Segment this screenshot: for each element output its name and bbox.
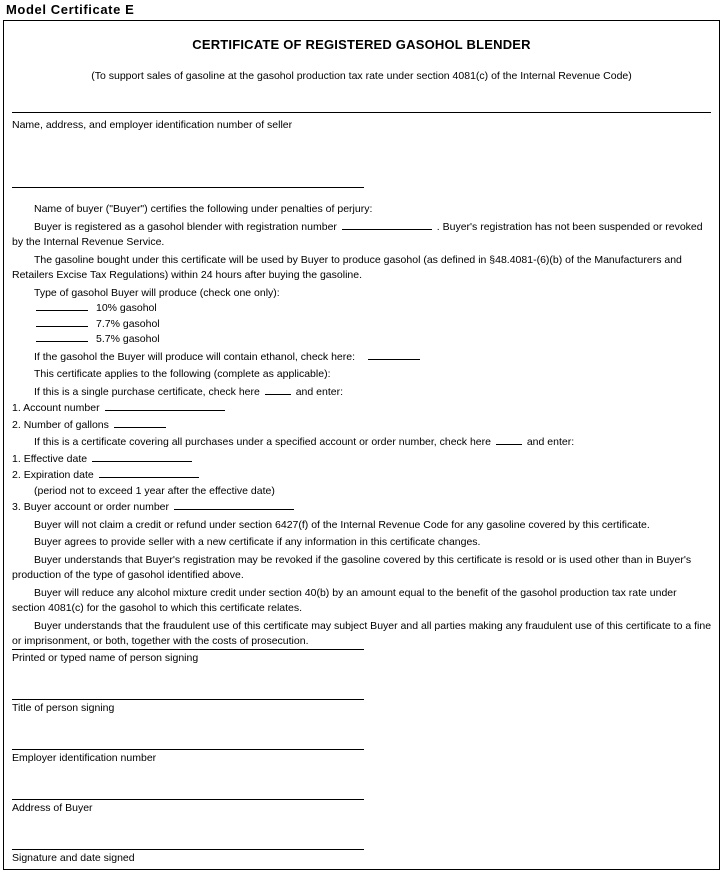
signature-line-title[interactable] — [12, 699, 364, 700]
seller-label: Name, address, and employer identification number of seller — [12, 119, 293, 131]
single-purchase-item-1 — [12, 401, 712, 417]
signature-label-address: Address of Buyer — [12, 802, 93, 814]
all-purchases-paragraph — [12, 435, 712, 451]
all-purchase-item-1-number: 1. — [12, 452, 21, 465]
gasohol-type-label-2: 7.7% gasohol — [96, 317, 160, 330]
single-purchase-item-1-label: Account number — [23, 402, 100, 414]
gasohol-type-header: Type of gasohol Buyer will produce (check one only): — [34, 286, 280, 299]
certifies-paragraph: Name of buyer ("Buyer") certifies the following under penalties of perjury: — [34, 203, 373, 215]
signature-line-signature[interactable] — [12, 849, 364, 850]
signature-label-title: Title of person signing — [12, 702, 115, 714]
registration-text-2: . Buyer's registration has not been suspended or revoked by the Internal Revenue Service. — [12, 220, 703, 248]
all-purchase-item-2-number: 2. — [12, 469, 21, 481]
single-purchase-item-2-number: 2. — [12, 418, 21, 431]
signature-field-signature — [12, 849, 364, 864]
reduce-credit-paragraph: Buyer will reduce any alcohol mixture credit under section 40(b) by an amount equal to the benefit of the gasohol production tax rate under section 4081(c) for the gasohol to which this certificate relates. — [12, 586, 677, 614]
expiration-date-blank[interactable] — [99, 468, 199, 478]
single-purchase-text-1: If this is a single purchase certificate, check here — [34, 385, 260, 398]
seller-entry-line[interactable] — [12, 187, 364, 188]
single-purchase-item-2 — [12, 418, 712, 434]
period-note: (period not to exceed 1 year after the effective date) — [34, 484, 275, 497]
signature-label-ein: Employer identification number — [12, 752, 157, 764]
seller-rule-top — [12, 112, 711, 113]
single-purchase-checkbox[interactable] — [265, 385, 291, 395]
single-purchase-item-1-number: 1. — [12, 402, 21, 414]
revoked-paragraph: Buyer understands that Buyer's registration may be revoked if the gasoline covered by this certificate is resold or is used other than in Buyer's production of the type of gasohol identified above. — [12, 553, 692, 581]
gasohol-type-label-1: 10% gasohol — [96, 302, 157, 314]
signature-field-address — [12, 799, 364, 814]
signature-line-address[interactable] — [12, 799, 364, 800]
effective-date-blank[interactable] — [92, 452, 192, 462]
all-purchase-item-2-label: Expiration date — [23, 469, 94, 481]
account-number-blank[interactable] — [105, 401, 225, 411]
all-purchase-item-1-label: Effective date — [23, 452, 88, 465]
signature-label-name: Printed or typed name of person signing — [12, 652, 199, 664]
buyer-account-number-blank[interactable] — [174, 500, 294, 510]
gasohol-type-option-3[interactable] — [34, 332, 712, 348]
fraudulent-paragraph: Buyer understands that the fraudulent use of this certificate may subject Buyer and all parties making any fraudulent use of this certificate to a fine or imprisonment, or both, together with the costs of prosecution. — [12, 619, 712, 647]
registration-paragraph — [12, 220, 712, 251]
number-of-gallons-blank[interactable] — [114, 418, 166, 428]
gasohol-type-option-1[interactable] — [34, 301, 712, 317]
gasohol-type-checkbox-1[interactable] — [36, 301, 88, 311]
no-credit-paragraph: Buyer will not claim a credit or refund under section 6427(f) of the Internal Revenue Code for any gasoline covered by this certificate. — [34, 518, 650, 531]
certificate-title: CERTIFICATE OF REGISTERED GASOHOL BLENDER — [192, 37, 531, 52]
certificate-box — [3, 20, 720, 870]
single-purchase-item-2-label: Number of gallons — [23, 418, 109, 431]
all-purchases-text-2: and enter: — [526, 436, 575, 448]
single-purchase-paragraph — [12, 385, 712, 401]
certificate-subtitle: (To support sales of gasoline at the gasohol production tax rate under section 4081(c) of the Internal Revenue Code) — [91, 70, 632, 82]
gasohol-type-checkbox-3[interactable] — [36, 332, 88, 342]
certificate-inner — [4, 37, 719, 885]
model-certificate-label: Model Certificate E — [6, 2, 135, 17]
signature-field-title — [12, 699, 364, 714]
single-purchase-text-2: and enter: — [295, 385, 343, 398]
all-purchase-item-3-label: Buyer account or order number — [23, 501, 170, 513]
signature-field-ein — [12, 749, 364, 764]
ethanol-checkbox[interactable] — [368, 350, 420, 360]
signature-line-ein[interactable] — [12, 749, 364, 750]
all-purchases-checkbox[interactable] — [496, 435, 522, 445]
all-purchases-text-1: If this is a certificate covering all purchases under a specified account or order number, check here — [34, 436, 491, 448]
ethanol-check-text: If the gasohol the Buyer will produce will contain ethanol, check here: — [34, 350, 356, 363]
all-purchase-item-2 — [12, 468, 712, 484]
signature-line-name[interactable] — [12, 649, 364, 650]
all-purchase-item-3-number: 3. — [12, 501, 21, 513]
gasohol-type-checkbox-2[interactable] — [36, 317, 88, 327]
new-certificate-paragraph: Buyer agrees to provide seller with a new certificate if any information in this certificate changes. — [34, 536, 481, 548]
signature-field-name — [12, 649, 364, 664]
signature-label-signature: Signature and date signed — [12, 852, 135, 864]
applies-to-paragraph: This certificate applies to the following (complete as applicable): — [34, 368, 331, 380]
all-purchase-item-1 — [12, 452, 712, 468]
gasohol-type-label-3: 5.7% gasohol — [96, 333, 160, 345]
certificate-body — [12, 200, 712, 650]
gasoline-use-paragraph: The gasoline bought under this certificate will be used by Buyer to produce gasohol (as defined in §48.4081-(6)(b) of the Manufacturers and Retailers Excise Tax Regulations) within 24 hours after buying the gasoline. — [12, 253, 682, 281]
ethanol-check-paragraph — [12, 350, 712, 366]
all-purchase-item-3 — [12, 500, 712, 516]
gasohol-type-option-2[interactable] — [34, 317, 712, 333]
registration-number-blank[interactable] — [342, 220, 432, 230]
registration-text-1: Buyer is registered as a gasohol blender with registration number — [34, 220, 337, 233]
